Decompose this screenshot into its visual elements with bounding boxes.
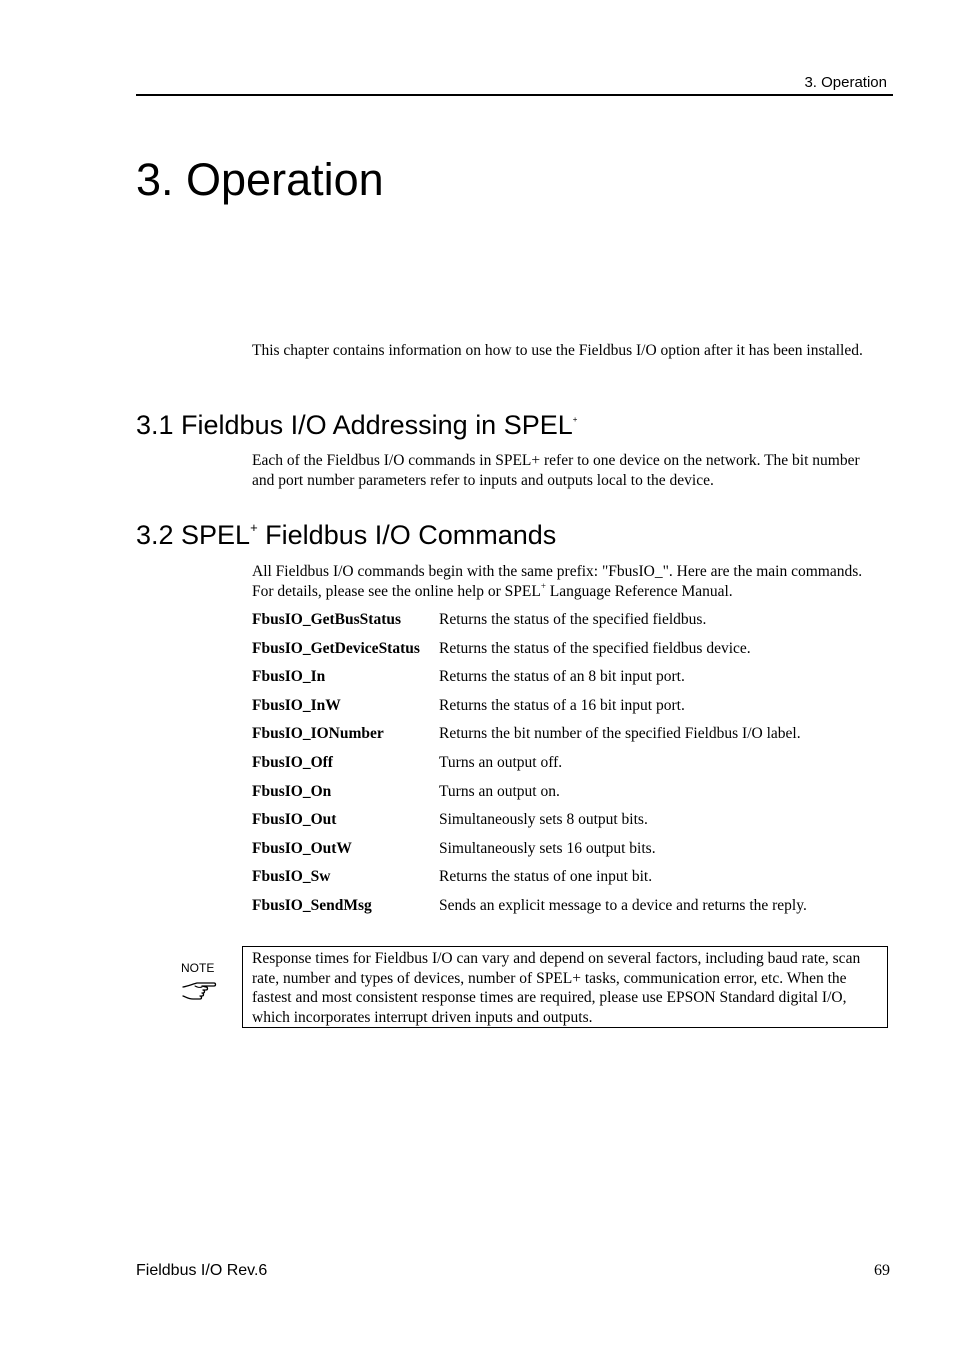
command-description: Simultaneously sets 16 output bits. xyxy=(439,839,656,857)
command-description: Returns the status of the specified fieldbus device. xyxy=(439,639,751,657)
command-description: Returns the status of an 8 bit input port. xyxy=(439,668,685,686)
command-row xyxy=(252,753,882,782)
command-name: FbusIO_SendMsg xyxy=(252,896,372,914)
command-name: FbusIO_InW xyxy=(252,696,341,714)
section-heading-commands-sup: + xyxy=(250,520,258,535)
command-row xyxy=(252,696,882,725)
command-description: Returns the status of a 16 bit input port. xyxy=(439,696,685,714)
section-commands-body xyxy=(252,562,877,601)
command-row xyxy=(252,867,882,896)
pointing-hand-icon xyxy=(181,978,217,1004)
page-number: 69 xyxy=(874,1262,890,1279)
note-box: Response times for Fieldbus I/O can vary and depend on several factors, including baud rate, scan rate, number and types of devices, number of SPEL+ tasks, communication error, etc. When the fastest and most consistent response times are required, please use EPSON Standard digital I/O, which incorporates interrupt driven inputs and outputs. xyxy=(242,946,888,1028)
command-name: FbusIO_Out xyxy=(252,811,337,829)
command-description: Returns the status of one input bit. xyxy=(439,868,653,886)
running-header-title: 3. Operation xyxy=(804,74,887,91)
section-commands-body-part2: Language Reference Manual. xyxy=(545,582,733,600)
command-list xyxy=(252,610,882,925)
section-heading-addressing-sup: + xyxy=(572,415,578,424)
command-name: FbusIO_GetBusStatus xyxy=(252,611,402,628)
section-commands-body-part1: All Fieldbus I/O commands begin with the same prefix: "FbusIO_". Here are the main commands. For details, please see the online help or SPEL xyxy=(252,563,863,600)
command-row xyxy=(252,839,882,868)
section-heading-commands-prefix: 3.2 SPEL xyxy=(136,520,251,550)
command-name: FbusIO_Sw xyxy=(252,868,331,886)
command-row xyxy=(252,639,882,668)
section-heading-addressing xyxy=(136,408,577,442)
command-name: FbusIO_In xyxy=(252,668,326,686)
section-heading-commands xyxy=(136,518,556,552)
note-label: NOTE xyxy=(181,961,215,975)
section-heading-commands-suffix: Fieldbus I/O Commands xyxy=(257,520,557,550)
command-row xyxy=(252,782,882,811)
command-description: Sends an explicit message to a device and returns the reply. xyxy=(439,896,807,914)
command-name: FbusIO_OutW xyxy=(252,839,352,857)
command-description: Turns an output off. xyxy=(439,753,563,771)
command-description: Simultaneously sets 8 output bits. xyxy=(439,811,648,829)
command-description: Returns the status of the specified fieldbus. xyxy=(439,611,707,628)
footer-document-title: Fieldbus I/O Rev.6 xyxy=(136,1262,268,1279)
section-addressing-body: Each of the Fieldbus I/O commands in SPEL+ refer to one device on the network. The bit number and port number parameters refer to inputs and outputs local to the device. xyxy=(252,452,860,489)
command-row xyxy=(252,724,882,753)
chapter-title: 3. Operation xyxy=(136,154,384,205)
section-heading-addressing-text: 3.1 Fieldbus I/O Addressing in SPEL xyxy=(136,410,573,440)
command-description: Turns an output on. xyxy=(439,782,560,800)
command-row xyxy=(252,896,882,925)
chapter-intro: This chapter contains information on how to use the Fieldbus I/O option after it has been installed. xyxy=(252,342,863,359)
command-row xyxy=(252,610,882,639)
command-description: Returns the bit number of the specified Fieldbus I/O label. xyxy=(439,725,801,743)
command-name: FbusIO_Off xyxy=(252,753,333,771)
command-row xyxy=(252,810,882,839)
command-name: FbusIO_On xyxy=(252,782,332,800)
running-header xyxy=(136,72,893,96)
command-name: FbusIO_IONumber xyxy=(252,725,384,743)
command-name: FbusIO_GetDeviceStatus xyxy=(252,639,420,657)
command-row xyxy=(252,667,882,696)
section-commands-body-sup: + xyxy=(540,580,546,591)
